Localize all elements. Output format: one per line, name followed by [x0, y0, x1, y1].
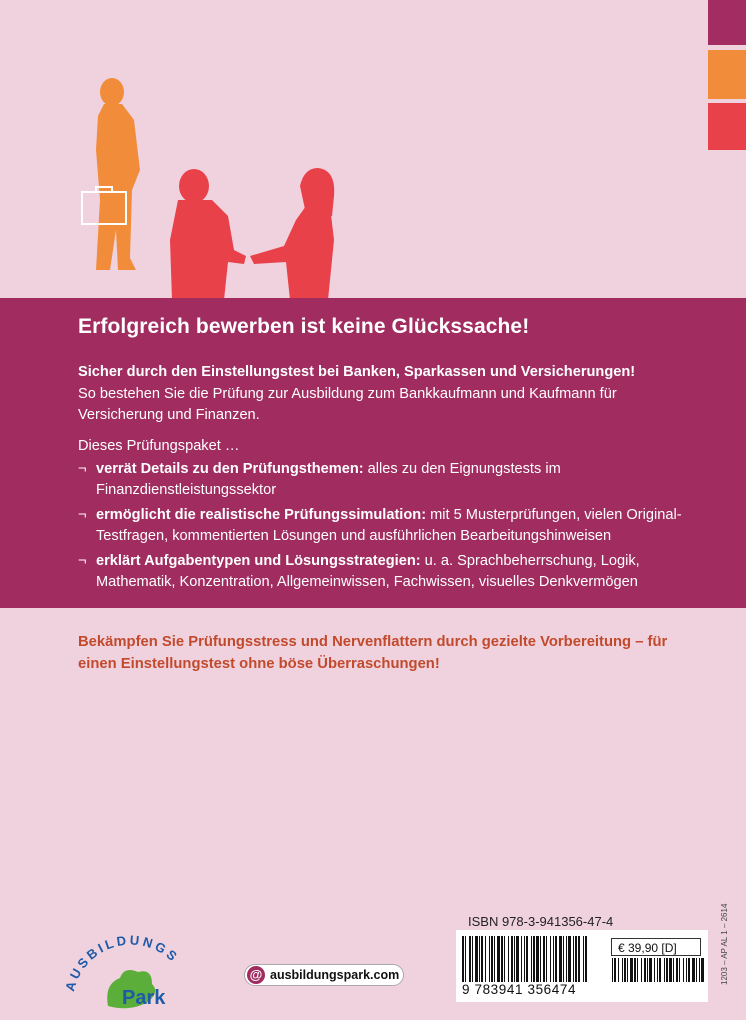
website-url: ausbildungspark.com [270, 968, 400, 982]
handshake-illustration [0, 0, 708, 300]
barcode-digits: 9 783941 356474 [462, 982, 577, 997]
list-item-text: mit 5 Musterprüfungen, vielen Original-Testfragen, kommentierten Lösungen und ausführlichen Bearbeitungshinweisen [96, 507, 682, 544]
list-item-text: alles zu den Eignungstests im Finanzdienstleistungssektor [96, 461, 561, 498]
barcode [456, 930, 708, 1002]
list-item-bold: erklärt Aufgabentypen und Lösungsstrategien: [96, 553, 421, 569]
at-icon: @ [247, 966, 265, 984]
headline: Erfolgreich bewerben ist keine Glückssache! [78, 315, 530, 338]
package-label: Dieses Prüfungspaket … [78, 438, 240, 454]
subheadline: Sicher durch den Einstellungstest bei Banken, Sparkassen und Versicherungen! [78, 364, 636, 380]
logo-text-bottom: Park [122, 987, 166, 1009]
color-swatch-red [708, 103, 746, 150]
isbn-label: ISBN 978-3-941356-47-4 [468, 914, 614, 929]
bullet-icon: ¬ [78, 461, 87, 477]
businesswoman-figure [250, 168, 334, 300]
bullet-icon: ¬ [78, 507, 87, 523]
info-band [0, 298, 746, 608]
list-item [78, 551, 698, 593]
color-swatch-purple [708, 0, 746, 45]
color-swatch-orange [708, 50, 746, 99]
list-item [78, 505, 698, 547]
logo-text-top: AUSBILDUNGS [62, 932, 183, 993]
bullet-icon: ¬ [78, 553, 87, 569]
price-box: € 39,90 [D] [611, 938, 701, 956]
callout-text: Bekämpfen Sie Prüfungsstress und Nervenflattern durch gezielte Vorbereitung – für einen Einstellungstest ohne böse Überraschungen! [78, 634, 668, 672]
businessman-figure [170, 169, 246, 300]
list-item [78, 459, 698, 501]
ausbildungspark-logo [60, 922, 200, 1017]
list-item-text: u. a. Sprachbeherrschung, Logik, Mathematik, Konzentration, Allgemeinwissen, Fachwissen, visuelles Denkvermögen [96, 553, 640, 590]
website-link[interactable] [244, 964, 404, 986]
feature-list [78, 459, 698, 597]
list-item-bold: verrät Details zu den Prüfungsthemen: [96, 461, 364, 477]
intro-text: So bestehen Sie die Prüfung zur Ausbildung zum Bankkaufmann und Kaufmann für Versicherung und Finanzen. [78, 386, 617, 423]
standing-man-figure [96, 78, 140, 270]
side-code: 1203 – AP AL 1 – 2614 [720, 903, 729, 985]
list-item-bold: ermöglicht die realistische Prüfungssimulation: [96, 507, 427, 523]
